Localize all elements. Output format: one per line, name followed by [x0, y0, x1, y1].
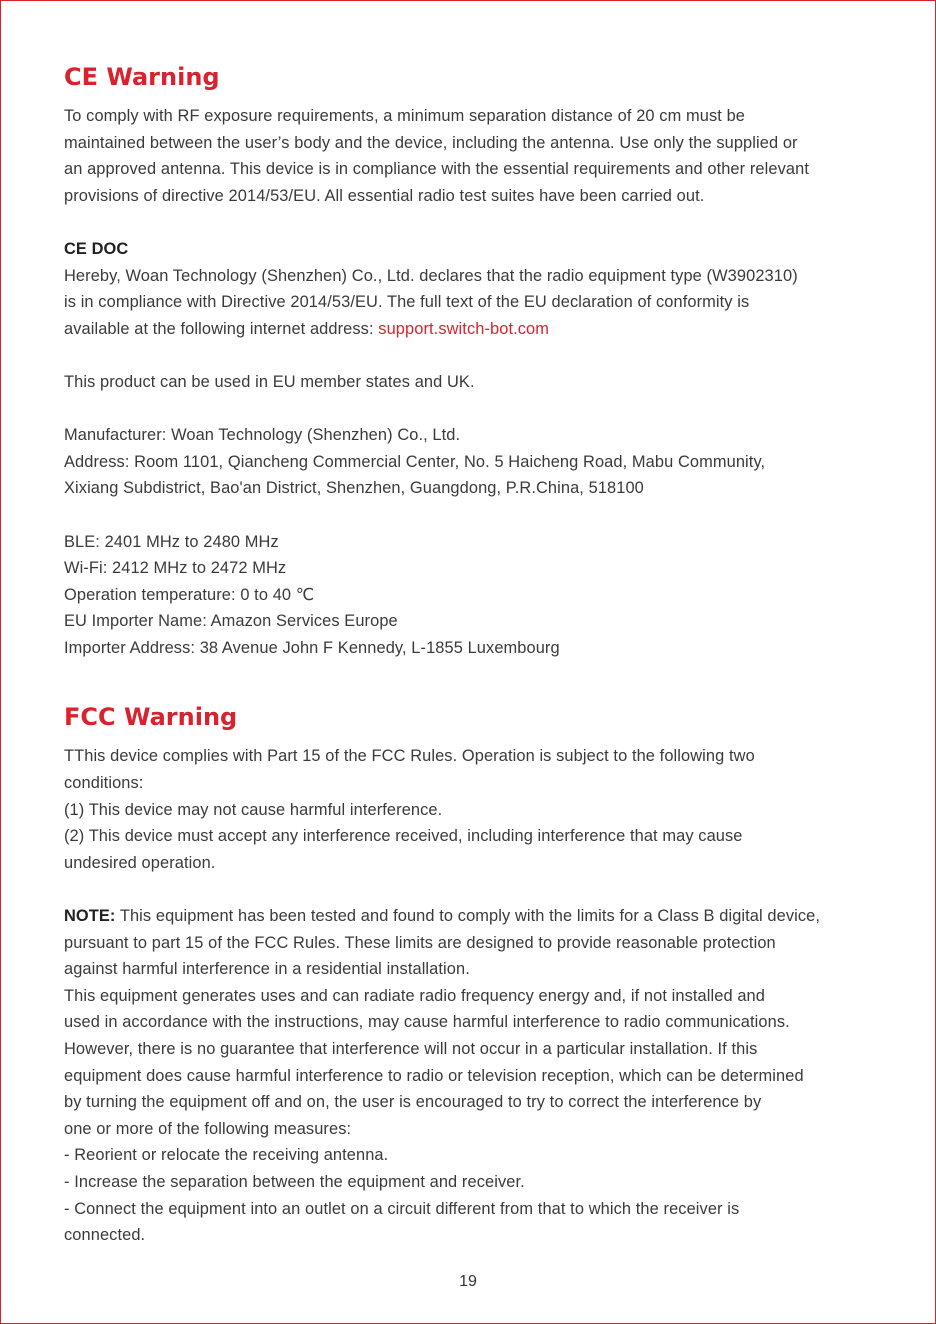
- fcc-note-line: against harmful interference in a residential installation.: [64, 960, 470, 979]
- fcc-note-line: However, there is no guarantee that interference will not occur in a particular installation. If this: [64, 1040, 758, 1058]
- spec-line: EU Importer Name: Amazon Services Europe: [64, 612, 398, 631]
- fcc-measure-item: - Connect the equipment into an outlet on a circuit different from that to which the receiver is: [64, 1199, 740, 1218]
- ce-doc-heading: CE DOC: [64, 239, 129, 258]
- ce-eu-use-text: This product can be used in EU member states and UK.: [64, 372, 475, 391]
- fcc-compliance-block: [64, 743, 884, 876]
- manufacturer-line: Address: Room 1101, Qiancheng Commercial Center, No. 5 Haicheng Road, Mabu Community,: [64, 452, 766, 471]
- specs-block: [64, 529, 884, 662]
- ce-doc-block: [64, 236, 884, 342]
- fcc-warning-title: FCC Warning: [64, 703, 238, 732]
- fcc-compliance-line: (1) This device may not cause harmful interference.: [64, 800, 443, 819]
- ce-doc-address-prefix: available at the following internet address:: [64, 319, 379, 338]
- fcc-compliance-line: conditions:: [64, 774, 144, 793]
- fcc-compliance-line: TThis device complies with Part 15 of the FCC Rules. Operation is subject to the following two: [64, 747, 755, 766]
- manufacturer-line: Manufacturer: Woan Technology (Shenzhen) Co., Ltd.: [64, 426, 461, 445]
- fcc-note-line: one or more of the following measures:: [64, 1119, 352, 1138]
- manufacturer-block: [64, 422, 884, 502]
- ce-doc-line: Hereby, Woan Technology (Shenzhen) Co., Ltd. declares that the radio equipment type (W3902310): [64, 266, 798, 285]
- ce-doc-line: is in compliance with Directive 2014/53/EU. The full text of the EU declaration of conformity is: [64, 293, 750, 312]
- ce-intro-line: provisions of directive 2014/53/EU. All essential radio test suites have been carried out.: [64, 186, 705, 205]
- fcc-measure-item: - Increase the separation between the equipment and receiver.: [64, 1172, 525, 1191]
- fcc-note-line: by turning the equipment off and on, the user is encouraged to try to correct the interference by: [64, 1093, 762, 1112]
- fcc-measure-item: - Reorient or relocate the receiving antenna.: [64, 1146, 389, 1165]
- fcc-compliance-line: (2) This device must accept any interference received, including interference that may cause: [64, 827, 743, 846]
- spec-line: Importer Address: 38 Avenue John F Kennedy, L-1855 Luxembourg: [64, 638, 560, 657]
- fcc-note-block: [64, 903, 884, 1249]
- fcc-warning-section: [64, 699, 884, 1248]
- spec-line: Wi-Fi: 2412 MHz to 2472 MHz: [64, 559, 287, 578]
- note-label: NOTE:: [64, 907, 116, 926]
- fcc-note-line: connected.: [64, 1226, 146, 1245]
- fcc-note-line: pursuant to part 15 of the FCC Rules. These limits are designed to provide reasonable protection: [64, 933, 776, 952]
- ce-intro-line: To comply with RF exposure requirements, a minimum separation distance of 20 cm must be: [64, 107, 745, 125]
- ce-warning-title: CE Warning: [64, 63, 220, 91]
- ce-intro-paragraph: [64, 103, 884, 209]
- spec-line: Operation temperature: 0 to 40 ℃: [64, 585, 315, 604]
- note-first-text: This equipment has been tested and found to comply with the limits for a Class B digital device,: [115, 907, 821, 926]
- fcc-note-line: This equipment generates uses and can radiate radio frequency energy and, if not installed and: [64, 986, 765, 1005]
- fcc-note-line: equipment does cause harmful interference to radio or television reception, which can be determined: [64, 1066, 804, 1085]
- support-link[interactable]: support.switch-bot.com: [378, 319, 550, 338]
- ce-warning-section: [64, 59, 884, 661]
- ce-intro-line: maintained between the user’s body and the device, including the antenna. Use only the supplied or: [64, 133, 798, 152]
- fcc-note-line: used in accordance with the instructions, may cause harmful interference to radio communications.: [64, 1013, 790, 1032]
- ce-doc-line: [64, 316, 884, 343]
- fcc-note-line: [64, 903, 884, 930]
- ce-eu-use-block: [64, 369, 884, 396]
- spec-line: BLE: 2401 MHz to 2480 MHz: [64, 532, 279, 551]
- page-content: [64, 59, 884, 1249]
- fcc-compliance-line: undesired operation.: [64, 853, 216, 872]
- manufacturer-line: Xixiang Subdistrict, Bao'an District, Shenzhen, Guangdong, P.R.China, 518100: [64, 479, 644, 498]
- page-number: 19: [459, 1273, 477, 1290]
- ce-intro-line: an approved antenna. This device is in compliance with the essential requirements and other relevant: [64, 160, 809, 179]
